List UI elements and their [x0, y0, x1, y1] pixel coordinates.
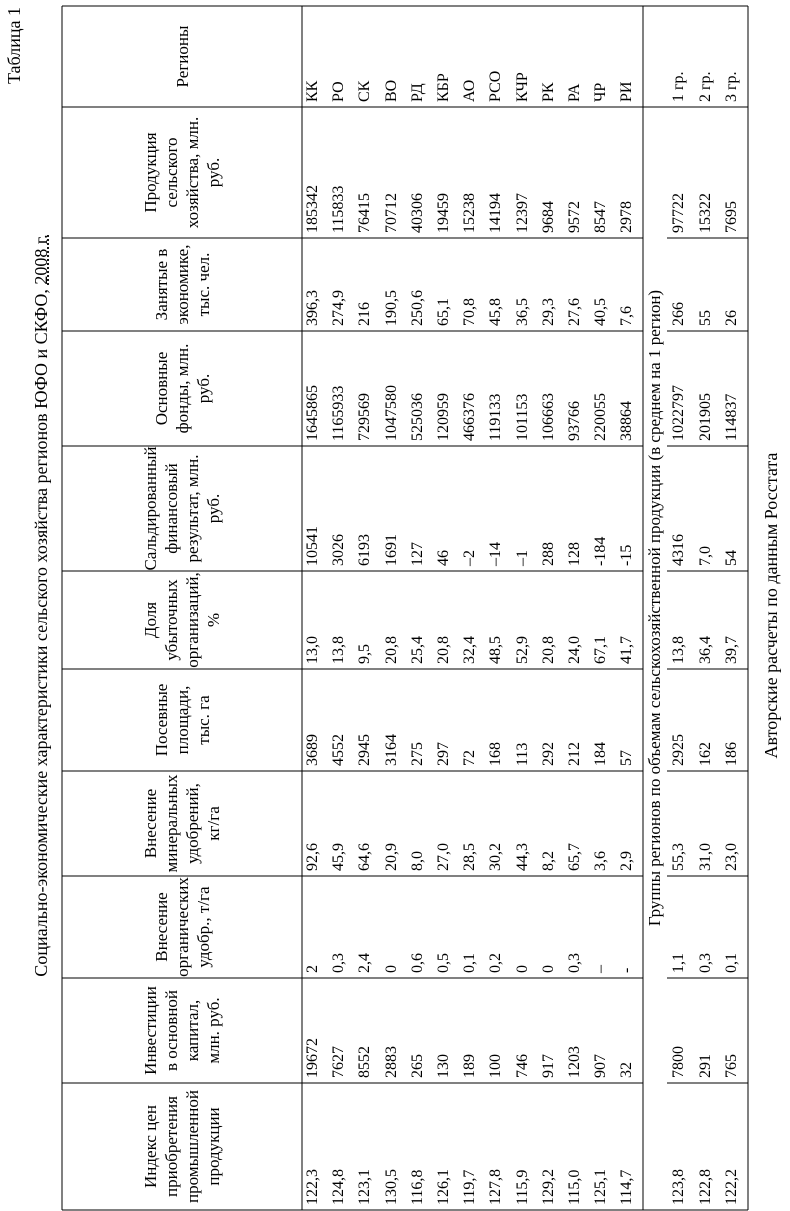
table-cell: 0 — [513, 965, 531, 973]
table-cell: 55 — [697, 310, 714, 326]
table-cell: 2883 — [382, 1046, 400, 1078]
table-cell: 31,0 — [697, 843, 714, 871]
table-cell: 0,2 — [487, 953, 505, 973]
table-cell: 189 — [461, 1054, 479, 1078]
table-cell: 8552 — [356, 1046, 374, 1078]
table-cell: 28,5 — [461, 843, 479, 871]
table-cell: 27,6 — [566, 298, 583, 326]
table-cell: 13,8 — [330, 636, 348, 664]
table-cell: 2978 — [618, 201, 636, 233]
column-header: Сальдированный финансовый результат, млн. руб. — [141, 446, 223, 571]
table-cell: 126,1 — [435, 1169, 452, 1205]
table-cell: 7627 — [330, 1046, 348, 1078]
region-name: РИ — [618, 81, 636, 102]
table-cell: 45,8 — [487, 298, 505, 326]
table-cell: 8,0 — [408, 851, 426, 871]
table-cell: 9,5 — [356, 644, 374, 664]
group-header: Группы регионов по объемам сельскохозяйственной продукции (в среднем на 1 регион) — [645, 289, 664, 927]
table-cell: 275 — [408, 742, 426, 766]
table-cell: 7,6 — [618, 306, 636, 326]
table-cell: 288 — [539, 542, 557, 566]
table-cell: 129,2 — [539, 1169, 557, 1205]
table-cell: 15238 — [461, 193, 479, 233]
table-cell: 130 — [435, 1054, 452, 1078]
table-cell: 27,0 — [435, 843, 452, 871]
table-cell: 23,0 — [723, 843, 740, 871]
table-cell: 24,0 — [566, 636, 583, 664]
table-title-text: Социально-экономические характеристики сельского хозяйства регионов ЮФО и СКФО, — [31, 284, 51, 977]
table-cell: 917 — [539, 1054, 557, 1078]
table-cell: 3164 — [382, 734, 400, 766]
table-cell: 2 — [304, 965, 321, 973]
table-cell: 291 — [697, 1054, 714, 1078]
region-name: РО — [330, 81, 348, 102]
table-cell: 52,9 — [513, 636, 531, 664]
region-name: РСО — [487, 70, 505, 102]
column-header: Регионы — [172, 25, 192, 88]
table-cell: 57 — [618, 750, 636, 766]
table-cell: - — [618, 967, 636, 973]
table-cell: 1203 — [566, 1046, 583, 1078]
table-cell: 2925 — [670, 734, 687, 766]
table-cell: – — [592, 965, 610, 973]
table-cell: 19672 — [304, 1038, 321, 1078]
table-cell: 6193 — [356, 534, 374, 566]
table-cell: 76415 — [356, 193, 374, 233]
table-cell: 48,5 — [487, 636, 505, 664]
table-cell: 46 — [435, 550, 452, 566]
table-cell: 162 — [697, 742, 714, 766]
table-label: Таблица 1 — [4, 7, 24, 84]
table-cell: 4316 — [670, 534, 687, 566]
table-cell: 25,4 — [408, 636, 426, 664]
table-cell: 2945 — [356, 734, 374, 766]
table-cell: 14194 — [487, 193, 505, 233]
table-cell: 125,1 — [592, 1169, 610, 1205]
table-cell: 9572 — [566, 201, 583, 233]
table-cell: 123,8 — [670, 1169, 687, 1205]
table-cell: 72 — [461, 750, 479, 766]
table-cell: 64,6 — [356, 843, 374, 871]
table-cell: 65,7 — [566, 843, 583, 871]
group-name: 2 гр. — [697, 71, 714, 102]
table-cell: 15322 — [697, 193, 714, 233]
table-cell: 1165933 — [330, 385, 348, 441]
table-cell: 2,4 — [356, 953, 374, 973]
table-cell: 20,8 — [382, 636, 400, 664]
table-cell: 36,5 — [513, 298, 531, 326]
table-cell: 101153 — [513, 393, 531, 441]
table-cell: -15 — [618, 544, 636, 566]
table-cell: 297 — [435, 742, 452, 766]
column-header: Внесение органических удобр., т/га — [151, 877, 213, 977]
table-cell: 13,0 — [304, 636, 321, 664]
source-note: Авторские расчеты по данным Росстата — [761, 452, 781, 759]
table-cell: 92,6 — [304, 843, 321, 871]
table-cell: 0,5 — [435, 953, 452, 973]
table-cell: 41,7 — [618, 636, 636, 664]
table-title-year: 2008 г. — [31, 234, 51, 285]
table-cell: 168 — [487, 742, 505, 766]
table-cell: 266 — [670, 302, 687, 326]
table-cell: 2,9 — [618, 851, 636, 871]
table-cell: 1022797 — [670, 385, 687, 441]
table-cell: 70712 — [382, 193, 400, 233]
table-cell: 115833 — [330, 185, 348, 233]
table-cell: 122,8 — [697, 1169, 714, 1205]
table-cell: 3026 — [330, 534, 348, 566]
table-cell: 36,4 — [697, 636, 714, 664]
table-cell: 184 — [592, 742, 610, 766]
table-cell: 38864 — [618, 401, 636, 441]
table-cell: 130,5 — [382, 1169, 400, 1205]
table-cell: 274,9 — [330, 290, 348, 326]
table-cell: 128 — [566, 542, 583, 566]
table-cell: 216 — [356, 302, 374, 326]
region-name: ВО — [382, 79, 400, 102]
table-cell: 201905 — [697, 393, 714, 441]
column-header: Индекс цен приобретения промышленной продукции — [141, 1090, 223, 1203]
table-cell: 1047580 — [382, 385, 400, 441]
region-name: КБР — [435, 73, 452, 102]
region-name: РД — [408, 83, 426, 102]
region-name: КЧР — [513, 72, 531, 102]
column-header: Посевные площади, тыс. га — [151, 683, 213, 757]
table-cell: 3,6 — [592, 851, 610, 871]
table-cell: 93766 — [566, 401, 583, 441]
table-cell: 119133 — [487, 393, 505, 441]
table-cell: 122,2 — [723, 1169, 740, 1205]
table-cell: 1645865 — [304, 385, 321, 441]
table-cell: 55,3 — [670, 843, 687, 871]
table-cell: 122,3 — [304, 1169, 321, 1205]
table-cell: 106663 — [539, 393, 557, 441]
table-cell: 45,9 — [330, 843, 348, 871]
region-name: КК — [304, 80, 321, 102]
table-cell: 119,7 — [461, 1169, 479, 1205]
table-cell: 40306 — [408, 193, 426, 233]
table-cell: 124,8 — [330, 1169, 348, 1205]
table-cell: 113 — [513, 742, 531, 766]
table-cell: 396,3 — [304, 290, 321, 326]
table-cell: 1691 — [382, 534, 400, 566]
table-cell: 0,1 — [723, 953, 740, 973]
table-cell: 0,1 — [461, 953, 479, 973]
table-cell: 29,3 — [539, 298, 557, 326]
table-cell: 8,2 — [539, 851, 557, 871]
table-cell: 0 — [539, 965, 557, 973]
table-cell: 65,1 — [435, 298, 452, 326]
table-cell: -184 — [592, 536, 610, 566]
table-cell: 9684 — [539, 201, 557, 233]
region-name: РА — [566, 83, 583, 102]
table-cell: 127 — [408, 542, 426, 566]
table-cell: 100 — [487, 1054, 505, 1078]
region-name: АО — [461, 79, 479, 102]
column-header: Продукция сельского хозяйства, млн. руб. — [141, 116, 223, 229]
table-cell: 120959 — [435, 393, 452, 441]
table-cell: 907 — [592, 1054, 610, 1078]
table-cell: 746 — [513, 1054, 531, 1078]
table-cell: 466376 — [461, 393, 479, 441]
table-cell: 123,1 — [356, 1169, 374, 1205]
table-cell: 0 — [382, 965, 400, 973]
table-cell: 7800 — [670, 1046, 687, 1078]
table-cell: 220055 — [592, 393, 610, 441]
table-cell: 0,3 — [697, 953, 714, 973]
table-cell: 0,3 — [330, 953, 348, 973]
table-cell: 7,0 — [697, 546, 714, 566]
table-cell: –2 — [461, 550, 479, 566]
column-header: Основные фонды, млн. руб. — [151, 343, 213, 434]
table-cell: 39,7 — [723, 636, 740, 664]
column-header: Занятые в экономике, тыс. чел. — [151, 244, 213, 325]
table-cell: 265 — [408, 1054, 426, 1078]
column-header: Инвестиции в основной капитал, млн. руб. — [141, 986, 223, 1075]
column-header: Доля убыточных организаций, % — [141, 572, 223, 668]
region-name: РК — [539, 82, 557, 102]
table-cell: 8547 — [592, 201, 610, 233]
table-cell: 3689 — [304, 734, 321, 766]
column-header: Внесение минеральных удобрений, кг/га — [141, 774, 223, 873]
table-cell: 190,5 — [382, 290, 400, 326]
table-cell: 32 — [618, 1062, 636, 1078]
table-cell: 127,8 — [487, 1169, 505, 1205]
table-cell: 44,3 — [513, 843, 531, 871]
table-cell: 186 — [723, 742, 740, 766]
table-cell: 765 — [723, 1054, 740, 1078]
region-name: ЧР — [592, 82, 610, 102]
table-cell: 19459 — [435, 193, 452, 233]
table-cell: 114837 — [723, 393, 740, 441]
table-cell: 7695 — [723, 201, 740, 233]
table-cell: 0,6 — [408, 953, 426, 973]
table-cell: 40,5 — [592, 298, 610, 326]
table-cell: 185342 — [304, 185, 321, 233]
table-cell: 20,9 — [382, 843, 400, 871]
table-cell: 212 — [566, 742, 583, 766]
table-cell: 97722 — [670, 193, 687, 233]
table-cell: 114,7 — [618, 1169, 636, 1205]
table-cell: 4552 — [330, 734, 348, 766]
table-cell: 20,8 — [539, 636, 557, 664]
table-cell: 54 — [723, 550, 740, 566]
group-name: 3 гр. — [723, 71, 740, 102]
table-cell: 0,3 — [566, 953, 583, 973]
table-cell: 32,4 — [461, 636, 479, 664]
table-cell: 115,9 — [513, 1169, 531, 1205]
table-cell: 1,1 — [670, 953, 687, 973]
table-cell: 12397 — [513, 193, 531, 233]
table-cell: 70,8 — [461, 298, 479, 326]
table-cell: 20,8 — [435, 636, 452, 664]
table-cell: 292 — [539, 742, 557, 766]
table-cell: 26 — [723, 310, 740, 326]
table-cell: 729569 — [356, 393, 374, 441]
region-name: СК — [356, 80, 374, 102]
table-cell: –14 — [487, 542, 505, 566]
table-cell: 67,1 — [592, 636, 610, 664]
table-cell: 115,0 — [566, 1169, 583, 1205]
table-cell: 30,2 — [487, 843, 505, 871]
table-cell: 116,8 — [408, 1169, 426, 1205]
group-name: 1 гр. — [670, 71, 687, 102]
table-cell: 525036 — [408, 393, 426, 441]
table-cell: 250,6 — [408, 290, 426, 326]
table-cell: –1 — [513, 550, 531, 566]
table-cell: 13,8 — [670, 636, 687, 664]
table-cell: 10541 — [304, 526, 321, 566]
